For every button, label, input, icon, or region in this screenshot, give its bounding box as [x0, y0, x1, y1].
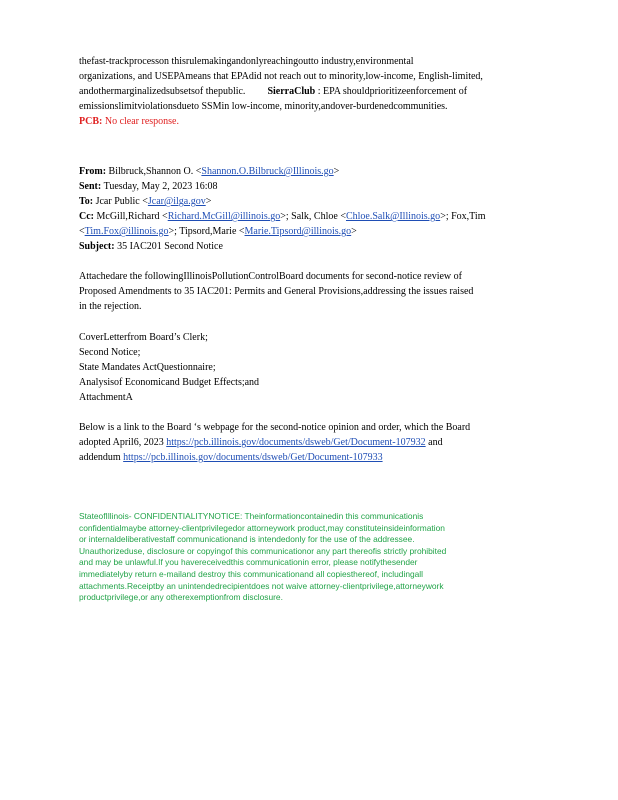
pcb-response [79, 114, 547, 129]
list-item: AttachmentA [79, 392, 133, 403]
body-p1-line-1: Attachedare the followingIllinoisPollutionControlBoard documents for second-notice review of [79, 271, 462, 282]
notice-line: and may be unlawful.If you havereceivedthis communicationin error, please notifythesender [79, 557, 418, 568]
attachment-list [79, 330, 547, 405]
pcb-label: PCB: [79, 116, 103, 127]
cc-email-link-1[interactable]: Richard.McGill@illinois.go [167, 211, 281, 222]
notice-line: immediatelyby return e-mailand destroy this communicationand all copiesthereof, includingall [79, 568, 424, 579]
subject-value: 35 IAC201 Second Notice [117, 241, 223, 252]
to-label: To: [79, 196, 94, 207]
intro-line-3-rest: : EPA shouldprioritizeenforcement of [317, 86, 468, 97]
body-p2-line-2 [79, 435, 547, 450]
subject-row [79, 239, 547, 254]
email-header [79, 164, 547, 254]
intro-line-4: emissionslimitviolationsdueto SSMin low-income, minority,andover-burdenedcommunities. [79, 101, 448, 112]
intro-line-2: organizations, and USEPAmeans that EPAdid not reach out to minority,low-income, English-limited, [79, 71, 483, 82]
body-p1-line-3: in the rejection. [79, 301, 142, 312]
and-text: and [425, 437, 443, 448]
sierra-club-label: SierraClub [267, 86, 316, 97]
to-name: Jcar Public < [95, 196, 148, 207]
body-p1-line-2: Proposed Amendments to 35 IAC201: Permits and General Provisions,addressing the issues raised [79, 286, 474, 297]
notice-line: productprivilege,or any otherexemptionfrom disclosure. [79, 592, 283, 603]
cc-email-link-4[interactable]: Marie.Tipsord@illinois.go [244, 226, 352, 237]
body-p2-line-3 [79, 450, 547, 465]
from-label: From: [79, 166, 107, 177]
from-name: Bilbruck,Shannon O. < [108, 166, 202, 177]
notice-line: confidentialmaybe attorney-clientprivilegedor attorneywork product,may constituteinsideinformation [79, 522, 445, 533]
adopted-text: adopted April6, 2023 [79, 437, 167, 448]
cc-sep-2: >; Fox,Tim [440, 211, 486, 222]
list-item: Analysisof Economicand Budget Effects;and [79, 377, 260, 388]
body-paragraph-2 [79, 420, 547, 465]
cc-sep-3: >; Tipsord,Marie < [168, 226, 245, 237]
from-row [79, 164, 547, 179]
cc-name-1: McGill,Richard < [96, 211, 168, 222]
cc-row-continued [79, 224, 547, 239]
notice-line: or internaldeliberativestaff communicationand is intendedonly for the use of the addressee. [79, 534, 415, 545]
pcb-text: No clear response. [102, 116, 179, 127]
cc-open-3: < [79, 226, 85, 237]
notice-line: attachments.Receiptby an unintendedrecipientdoes not waive attorney-clientprivilege,attorneywork [79, 580, 444, 591]
list-item: State Mandates ActQuestionnaire; [79, 362, 216, 373]
intro-line-1: thefast-trackprocesson thisrulemakingandonlyreachingoutto industry,environmental [79, 56, 414, 67]
cc-row [79, 209, 547, 224]
body-paragraph-1 [79, 269, 547, 314]
cc-sep-1: >; Salk, Chloe < [280, 211, 346, 222]
document-link-107933[interactable]: https://pcb.illinois.gov/documents/dsweb/Get/Document-107933 [123, 452, 383, 463]
sent-label: Sent: [79, 181, 102, 192]
list-item: Second Notice; [79, 347, 141, 358]
from-email-link[interactable]: Shannon.O.Bilbruck@Illinois.go [201, 166, 334, 177]
to-email-link[interactable]: Jcar@ilga.gov [147, 196, 206, 207]
cc-email-link-3[interactable]: Tim.Fox@illinois.go [84, 226, 169, 237]
body-p2-line-1: Below is a link to the Board ‘s webpage for the second-notice opinion and order, which the Board [79, 422, 471, 433]
notice-line: StateofIllinois- CONFIDENTIALITYNOTICE: Theinformationcontainedin this communicationis [79, 511, 424, 521]
sent-value: Tuesday, May 2, 2023 16:08 [103, 181, 218, 192]
cc-close-4: > [351, 226, 357, 237]
intro-paragraph [79, 54, 547, 129]
notice-line: Unauthorizeduse, disclosure or copyingof this communicationor any part thereofis strictly prohibited [79, 545, 447, 556]
cc-email-link-2[interactable]: Chloe.Salk@Illinois.go [345, 211, 441, 222]
to-row [79, 194, 547, 209]
from-close: > [333, 166, 340, 177]
subject-label: Subject: [79, 241, 115, 252]
document-link-107932[interactable]: https://pcb.illinois.gov/documents/dsweb/Get/Document-107932 [166, 437, 426, 448]
sent-row [79, 179, 547, 194]
confidentiality-notice [79, 511, 544, 604]
intro-line-3-text: andothermarginalizedsubsetsof thepublic. [79, 86, 246, 97]
list-item: CoverLetterfrom Board’s Clerk; [79, 332, 208, 343]
to-close: > [205, 196, 212, 207]
intro-line-3 [79, 84, 547, 99]
cc-label: Cc: [79, 211, 94, 222]
addendum-text: addendum [79, 452, 124, 463]
